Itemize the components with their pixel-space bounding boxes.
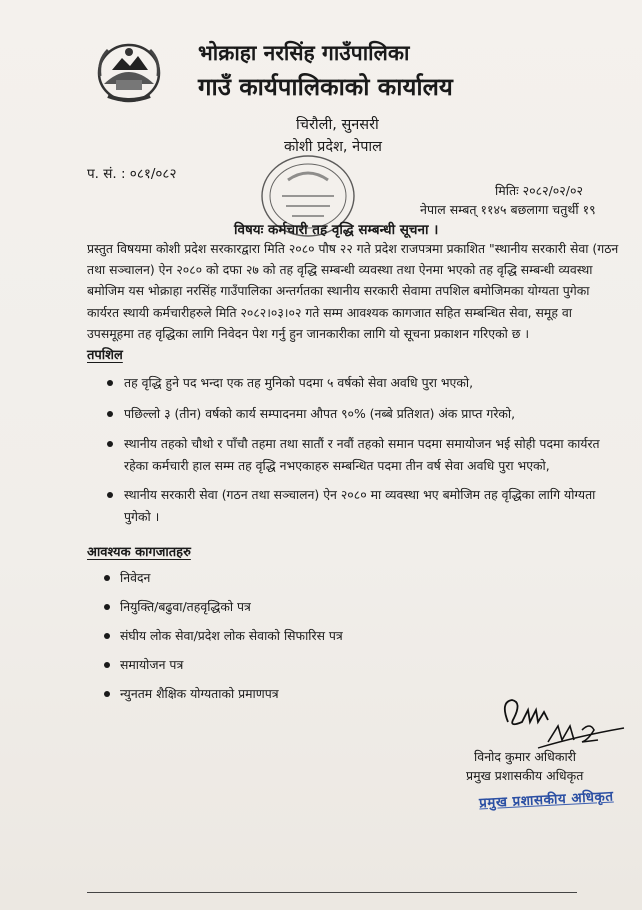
details-item: तह वृद्धि हुने पद भन्दा एक तह मुनिको पदमा ५ वर्षको सेवा अवधि पुरा भएको, bbox=[107, 372, 612, 394]
documents-heading: आवश्यक कागजातहरु bbox=[87, 545, 191, 560]
office-name: भोक्राहा नरसिंह गाउँपालिका bbox=[198, 41, 410, 65]
nepal-sambat-date: नेपाल सम्बत् ११४५ बछलागा चतुर्थी १९ bbox=[420, 202, 596, 217]
document-item: न्युनतम शैक्षिक योग्यताको प्रमाणपत्र bbox=[104, 684, 343, 704]
document-item: निवेदन bbox=[104, 568, 343, 588]
issue-date: मितिः २०८२/०२/०२ bbox=[495, 183, 583, 198]
document-item: नियुक्ति/बढुवा/तहवृद्धिको पत्र bbox=[104, 597, 343, 617]
details-item: पछिल्लो ३ (तीन) वर्षको कार्य सम्पादनमा औपत ९०% (नब्बे प्रतिशत) अंक प्राप्त गरेको, bbox=[107, 403, 612, 425]
address-line-2: कोशी प्रदेश, नेपाल bbox=[284, 139, 383, 155]
details-heading: तपशिल bbox=[87, 348, 123, 363]
designation-stamp: प्रमुख प्रशासकीय अधिकृत bbox=[478, 788, 614, 812]
signer-name: विनोद कुमार अधिकारी bbox=[474, 749, 577, 764]
document-item: समायोजन पत्र bbox=[104, 655, 343, 675]
handwritten-signature bbox=[478, 692, 628, 754]
signer-title: प्रमुख प्रशासकीय अधिकृत bbox=[466, 768, 584, 783]
details-list bbox=[107, 372, 612, 527]
nepal-emblem-icon bbox=[94, 40, 164, 106]
details-item: स्थानीय तहको चौथो र पाँचौ तहमा तथा सातौं र नवौं तहको समान पदमा समायोजन भई सोही पदमा कार्यरत रहेका कर्मचारी हाल सम्म तह वृद्धि नभएकाहरु सम्बन्धित पदमा तीन वर्ष सेवा अवधि पुरा भएको, bbox=[107, 433, 612, 476]
documents-list bbox=[104, 568, 343, 713]
office-subtitle: गाउँ कार्यपालिकाको कार्यालय bbox=[198, 73, 453, 101]
subject-line: विषयः कर्मचारी तह वृद्धि सम्बन्धी सूचना । bbox=[234, 222, 439, 238]
footer-divider bbox=[87, 892, 577, 893]
notice-body: प्रस्तुत विषयमा कोशी प्रदेश सरकारद्वारा मिति २०८० पौष २२ गते प्रदेश राजपत्रमा प्रकाशित "स्थानीय सरकारी सेवा (गठन तथा सञ्चालन) ऐन २०८० को दफा २७ को तह वृद्धि सम्बन्धी व्यवस्था तथा ऐनमा भएको तह वृद्धि सम्बन्धी व्यवस्था बमोजिम यस भोक्राहा नरसिंह गाउँपालिका अन्तर्गतका स्थानीय सरकारी सेवामा तपशिल बमोजिमका योग्यता पुगेका कार्यरत स्थायी कर्मचारीहरुले मिति २०८२।०३।०२ गते सम्म आवश्यक कागजात सहित सम्बन्धित सेवा, समूह वा उपसमूहमा तह वृद्धिका लागि निवेदन पेश गर्नु हुन जानकारीका लागि यो सूचना प्रकाशन गरिएको छ । bbox=[87, 241, 619, 341]
reference-number: प. सं. : ०८१/०८२ bbox=[87, 166, 177, 182]
details-item: स्थानीय सरकारी सेवा (गठन तथा सञ्चालन) ऐन २०८० मा व्यवस्था भए बमोजिम तह वृद्धिका लागि योग्यता पुगेको । bbox=[107, 484, 612, 527]
document-item: संघीय लोक सेवा/प्रदेश लोक सेवाको सिफारिस पत्र bbox=[104, 626, 343, 646]
address-line-1: चिरौली, सुनसरी bbox=[296, 117, 379, 133]
